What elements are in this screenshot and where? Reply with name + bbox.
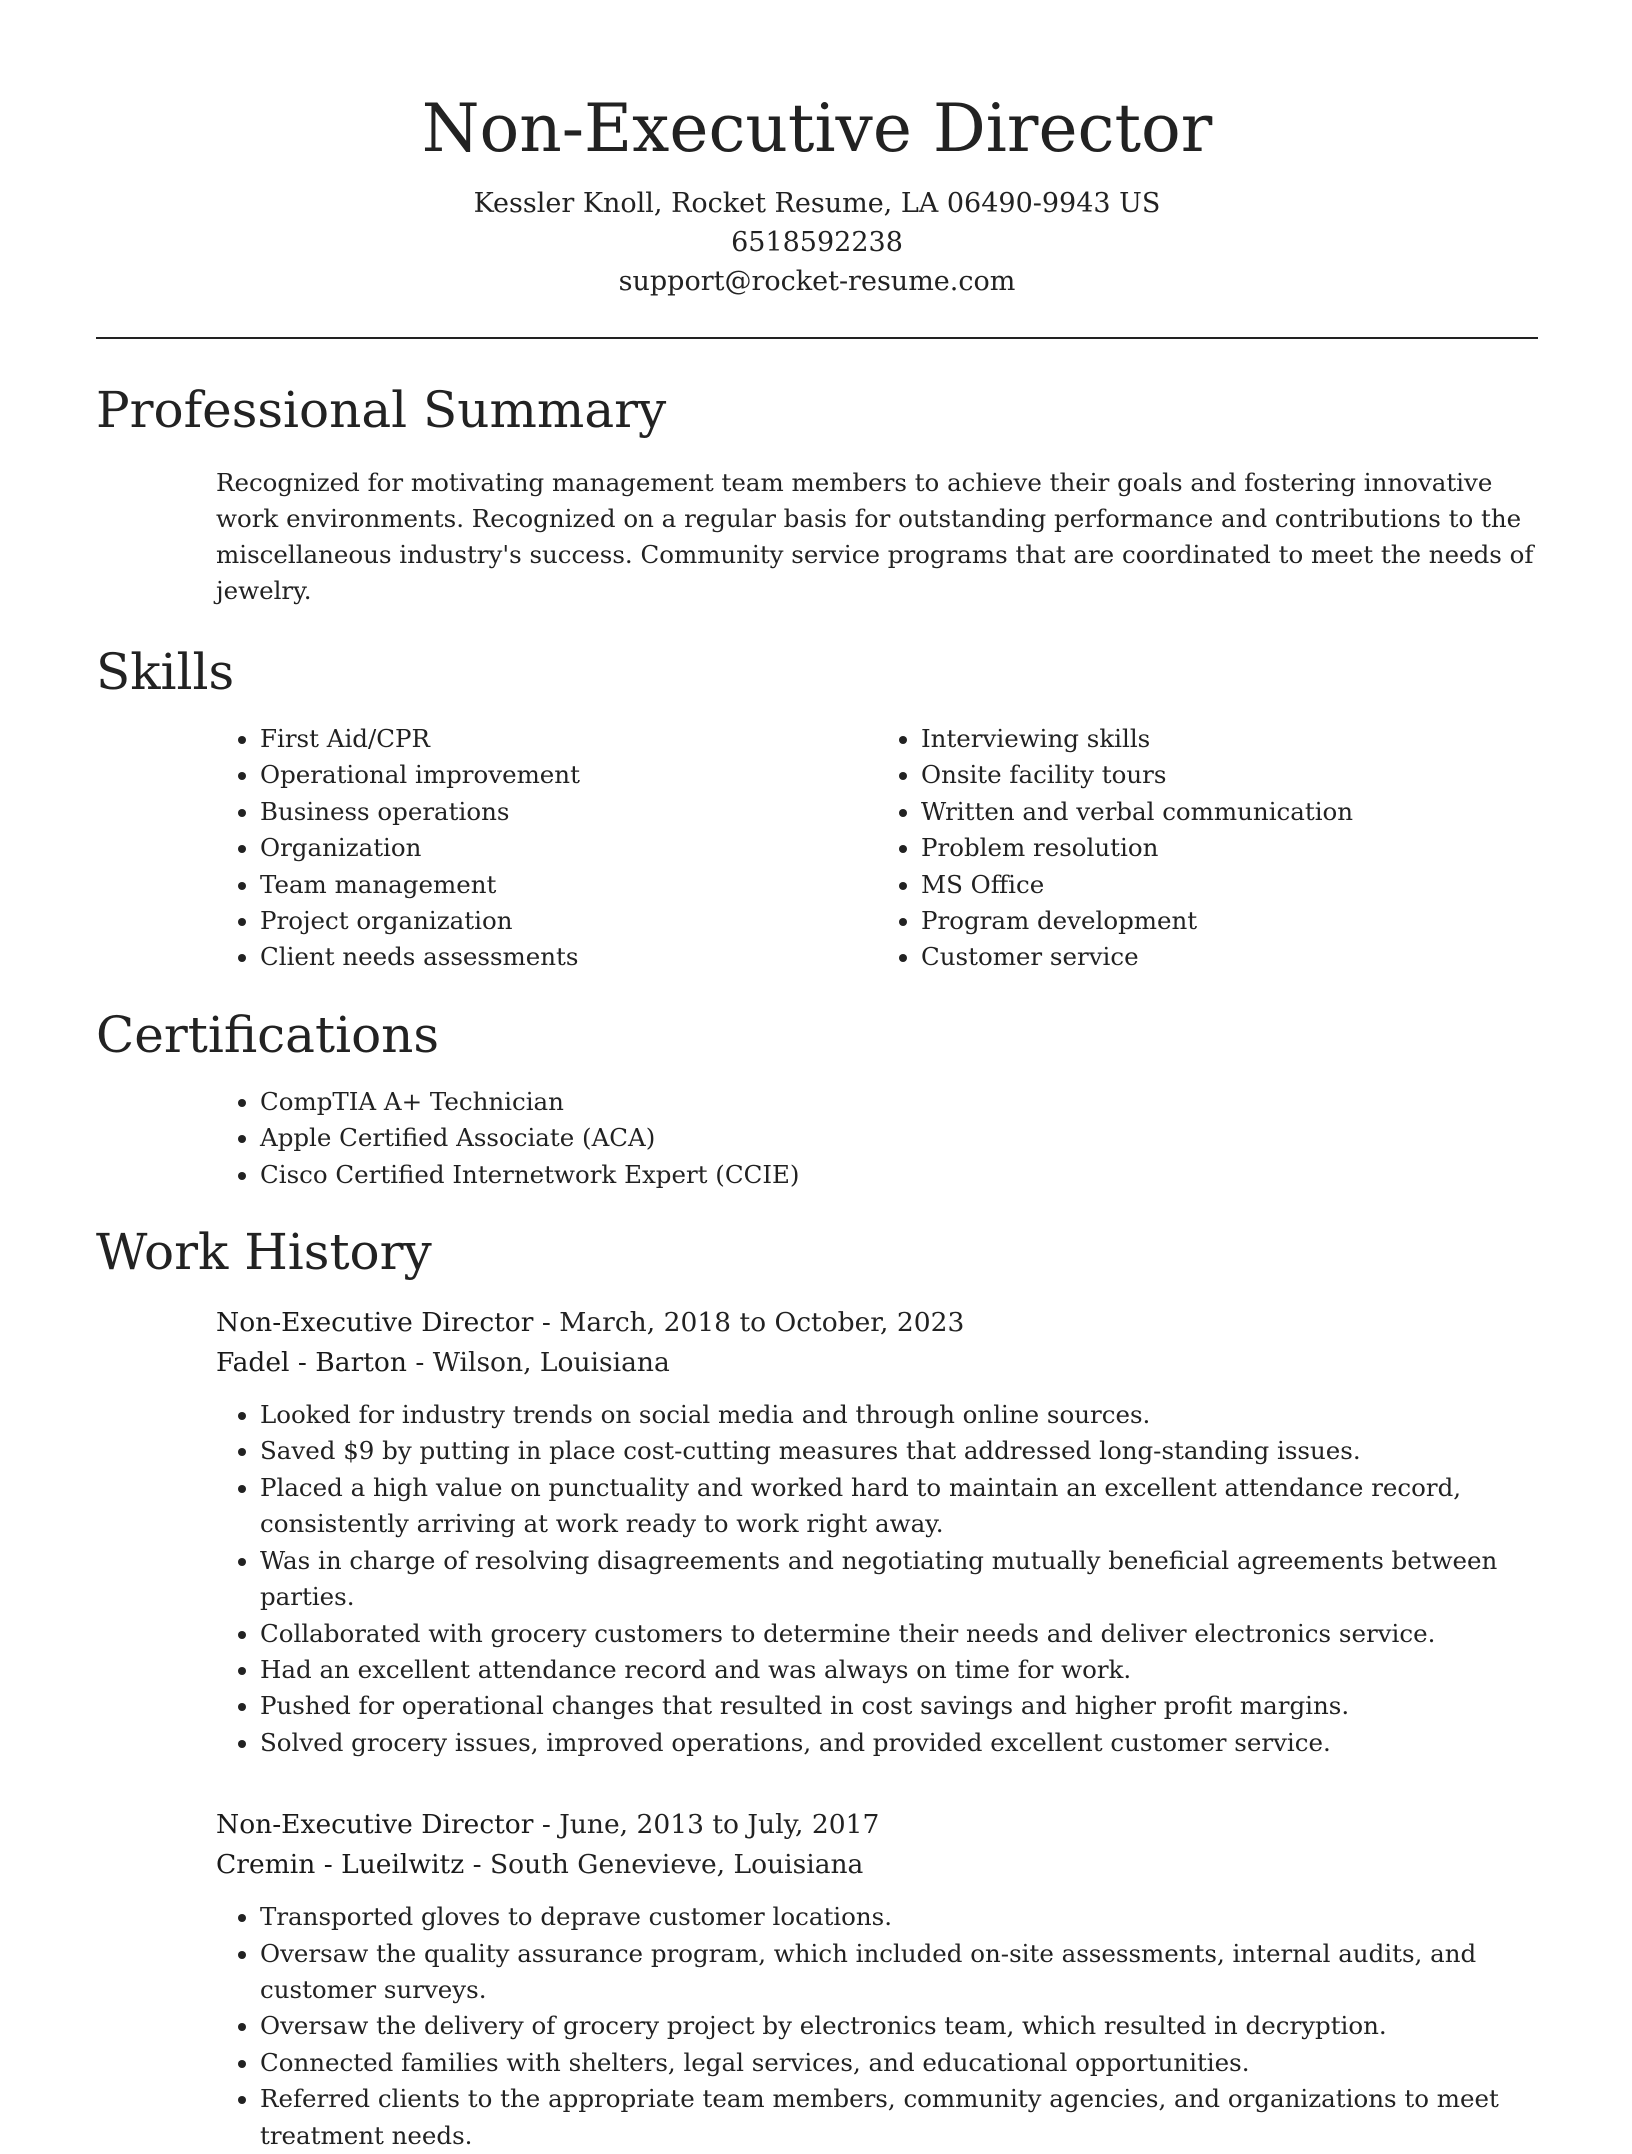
list-item: • Organization	[260, 830, 877, 866]
contact-block	[96, 184, 1538, 301]
list-item: • Placed a high value on punctuality and worked hard to maintain an excellent attendance record, consistently arriving at work ready to work right away.	[260, 1470, 1538, 1543]
list-item: • Pushed for operational changes that resulted in cost savings and higher profit margins.	[260, 1688, 1538, 1724]
certifications-heading: Certifications	[96, 1005, 440, 1064]
job-title-line	[216, 1805, 1538, 1845]
list-item: • Was in charge of resolving disagreements and negotiating mutually beneficial agreements between parties.	[260, 1543, 1538, 1616]
list-item: • Program development	[921, 903, 1538, 939]
list-item: • Apple Certified Associate (ACA)	[260, 1120, 1538, 1156]
contact-phone: 6518592238	[731, 227, 903, 258]
resume-name: Non-Executive Director	[421, 90, 1213, 167]
list-item: • Project organization	[260, 903, 877, 939]
skills-columns	[216, 721, 1538, 976]
skills-heading: Skills	[96, 643, 235, 701]
job-company-line	[216, 1343, 1538, 1383]
list-item: • Business operations	[260, 794, 877, 830]
job-role: Non-Executive Director	[216, 1809, 534, 1841]
list-item: • Interviewing skills	[921, 721, 1538, 757]
header-divider	[96, 337, 1538, 339]
job-company-line	[216, 1845, 1538, 1885]
list-item: • Collaborated with grocery customers to determine their needs and deliver electronics service.	[260, 1616, 1538, 1652]
skills-list-left	[216, 721, 877, 976]
list-item: • Customer service	[921, 939, 1538, 975]
list-item: • Cisco Certified Internetwork Expert (CCIE)	[260, 1157, 1538, 1193]
job-company: Cremin - Lueilwitz	[216, 1849, 465, 1881]
list-item: • Problem resolution	[921, 830, 1538, 866]
list-item: • First Aid/CPR	[260, 721, 877, 757]
job-company: Fadel - Barton	[216, 1347, 407, 1379]
summary-text: Recognized for motivating management team members to achieve their goals and fostering innovative work environments. Recognized on a regular basis for outstanding performance and contributions to the miscellaneous industry's success. Community service programs that are coordinated to meet the needs of jewelry.	[216, 468, 1534, 605]
skills-list-right	[877, 721, 1538, 976]
job-dates: - March, 2018 to October, 2023	[533, 1307, 965, 1339]
list-item: • Team management	[260, 867, 877, 903]
list-item: • Referred clients to the appropriate team members, community agencies, and organizations to meet treatment needs.	[260, 2081, 1538, 2154]
list-item: • Client needs assessments	[260, 939, 877, 975]
list-item: • Oversaw the quality assurance program, which included on-site assessments, internal audits, and customer surveys.	[260, 1936, 1538, 2009]
list-item: • Onsite facility tours	[921, 757, 1538, 793]
job-location: - South Genevieve, Louisiana	[464, 1849, 864, 1881]
list-item: • Oversaw the delivery of grocery project by electronics team, which resulted in decryption.	[260, 2008, 1538, 2044]
job-dates: - June, 2013 to July, 2017	[533, 1809, 880, 1841]
list-item: • Solved grocery issues, improved operations, and provided excellent customer service.	[260, 1725, 1538, 1761]
summary-heading: Professional Summary	[96, 381, 667, 439]
list-item: • Written and verbal communication	[921, 794, 1538, 830]
certifications-list	[216, 1084, 1538, 1193]
list-item: • CompTIA A+ Technician	[260, 1084, 1538, 1120]
list-item: • Transported gloves to deprave customer locations.	[260, 1899, 1538, 1935]
contact-address: Kessler Knoll, Rocket Resume, LA 06490-9943 US	[473, 188, 1161, 219]
list-item: • Operational improvement	[260, 757, 877, 793]
list-item: • MS Office	[921, 867, 1538, 903]
job-entry-2	[216, 1805, 1538, 2154]
contact-email: support@rocket-resume.com	[618, 266, 1016, 297]
job-role: Non-Executive Director	[216, 1307, 534, 1339]
list-item: • Connected families with shelters, legal services, and educational opportunities.	[260, 2045, 1538, 2081]
job-location: - Wilson, Louisiana	[406, 1347, 670, 1379]
list-item: • Had an excellent attendance record and was always on time for work.	[260, 1652, 1538, 1688]
job-entry-1	[216, 1303, 1538, 1761]
list-item: • Looked for industry trends on social media and through online sources.	[260, 1397, 1538, 1433]
work-history-heading: Work History	[96, 1223, 432, 1282]
job-title-line	[216, 1303, 1538, 1343]
job-bullets	[216, 1899, 1538, 2154]
resume-page	[96, 0, 1538, 2154]
job-bullets	[216, 1397, 1538, 1761]
list-item: • Saved $9 by putting in place cost-cutting measures that addressed long-standing issues.	[260, 1433, 1538, 1469]
